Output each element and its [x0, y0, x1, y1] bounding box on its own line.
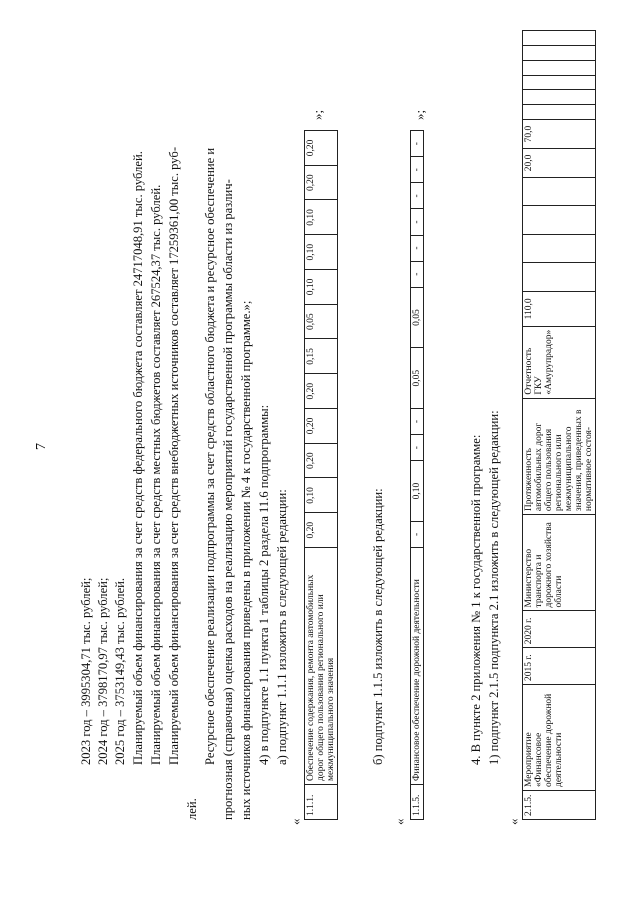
table-cell-value: - — [411, 157, 424, 183]
text-line: 1) подпункт 2.1.5 подпункта 2.1 изложить в следующей редакции: — [487, 410, 501, 765]
table-cell-value: 0,10 — [305, 235, 338, 270]
table-row — [305, 131, 338, 820]
table-cell-value: 0,10 — [411, 461, 424, 522]
table-cell-empty — [523, 105, 596, 120]
rotated-page-content — [20, 20, 620, 880]
table-cell-value: - — [411, 131, 424, 157]
table-cell-value: 0,10 — [305, 478, 338, 513]
table-cell-value: 0,20 — [305, 374, 338, 409]
table-cell-empty — [523, 31, 596, 46]
table-cell-code: 1.1.5. — [411, 785, 424, 820]
table-cell-value: 110,0 — [523, 291, 596, 326]
table-cell-value: 0,10 — [305, 270, 338, 305]
text-line: Ресурсное обеспечение реализации подпрограммы за счет средств областного бюджета и ресурсное обеспечение и — [203, 147, 217, 765]
table-row — [523, 31, 596, 820]
table-cell-value: 20,0 — [523, 148, 596, 177]
text-line: а) подпункт 1.1.1 изложить в следующей редакции: — [275, 489, 289, 765]
text-line: прогнозная (справочная) оценка расходов на реализацию мероприятий государственной программы области из различ- — [221, 179, 235, 820]
table-cell-value: 0,05 — [411, 287, 424, 348]
text-line: Планируемый объем финансирования за счет средств федерального бюджета составляет 24717048,91 тыс. рублей. — [131, 151, 145, 765]
table-cell-year-end: 2020 г. — [523, 611, 596, 648]
table-cell-value: - — [411, 435, 424, 461]
table-cell-value: 0,20 — [305, 165, 338, 200]
text-line: 4. В пункте 2 приложения № 1 к государственной программе: — [469, 434, 483, 765]
table-cell-value: 0,05 — [411, 348, 424, 409]
text-line: 2023 год – 3995304,71 тыс. рублей; — [79, 577, 93, 765]
table-cell-value: - — [411, 183, 424, 209]
table-cell-empty — [523, 45, 596, 60]
table-cell-name: Обеспечение содержания, ремонта автомобильных дорог общего пользования регионального или межмуниципального значения — [305, 548, 338, 785]
table-cell-indicator: Протяженность автомобильных дорог общего пользования регионального или межмуниципального значения, приведенных в нормативное состоя- — [523, 398, 596, 514]
table-cell-empty — [523, 60, 596, 75]
table-cell-value: - — [411, 261, 424, 287]
table-cell-report: Отчетность ГКУ «Амурупрадор» — [523, 326, 596, 398]
table-cell-name: Финансовое обеспечение дорожной деятельности — [411, 548, 424, 785]
text-line: ных источников финансирования приведены в приложении № 4 к государственной программе.»; — [239, 300, 253, 820]
table-cell-empty — [523, 75, 596, 90]
table-1-1-5 — [410, 130, 424, 820]
table-cell-name: Мероприятие «Финансовое обеспечение дорожной деятельности — [523, 684, 596, 790]
page-number: 7 — [34, 443, 49, 450]
table-cell-value: - — [411, 235, 424, 261]
table-cell-code: 2.1.5. — [523, 791, 596, 820]
table-row — [411, 131, 424, 820]
table-cell-code: 1.1.1. — [305, 785, 338, 820]
text-line: Планируемый объем финансирования за счет средств внебюджетных источников составляет 17259361,00 тыс. руб- — [167, 146, 181, 765]
text-line: Планируемый объем финансирования за счет средств местных бюджетов составляет 267524,37 тыс. рублей. — [149, 184, 163, 765]
table-cell-value: 70,0 — [523, 120, 596, 149]
text-line: 4) в подпункте 1.1 пункта 1 таблицы 2 раздела 11.6 подпрограммы: — [257, 404, 271, 765]
quote-close: »; — [310, 109, 325, 120]
text-line: б) подпункт 1.1.5 изложить в следующей редакции: — [371, 488, 385, 765]
table-2-1-5 — [522, 30, 596, 820]
table-cell-year-start: 2015 г. — [523, 648, 596, 685]
table-cell-value: 0,10 — [305, 200, 338, 235]
quote-open: « — [506, 818, 521, 825]
table-cell-empty — [523, 263, 596, 292]
quote-open: « — [392, 818, 407, 825]
text-line: 2024 год – 3798170,97 тыс. рублей; — [96, 577, 110, 765]
table-cell-executor: Министерство транспорта и дорожного хозяйства области — [523, 515, 596, 611]
table-cell-empty — [523, 234, 596, 263]
table-cell-value: 0,20 — [305, 131, 338, 166]
table-cell-value: 0,20 — [305, 513, 338, 548]
quote-open: « — [288, 818, 303, 825]
table-cell-value: 0,20 — [305, 443, 338, 478]
table-1-1-1 — [304, 130, 338, 820]
table-cell-value: 0,15 — [305, 339, 338, 374]
table-cell-value: 0,05 — [305, 304, 338, 339]
table-cell-value: - — [411, 521, 424, 547]
text-line: лей. — [185, 798, 199, 820]
quote-close: »; — [412, 109, 427, 120]
table-cell-value: 0,20 — [305, 409, 338, 444]
table-cell-empty — [523, 206, 596, 235]
table-cell-value: - — [411, 209, 424, 235]
table-cell-value: - — [411, 409, 424, 435]
text-line: 2025 год – 3753149,43 тыс. рублей. — [113, 577, 127, 765]
table-cell-empty — [523, 177, 596, 206]
table-cell-empty — [523, 90, 596, 105]
